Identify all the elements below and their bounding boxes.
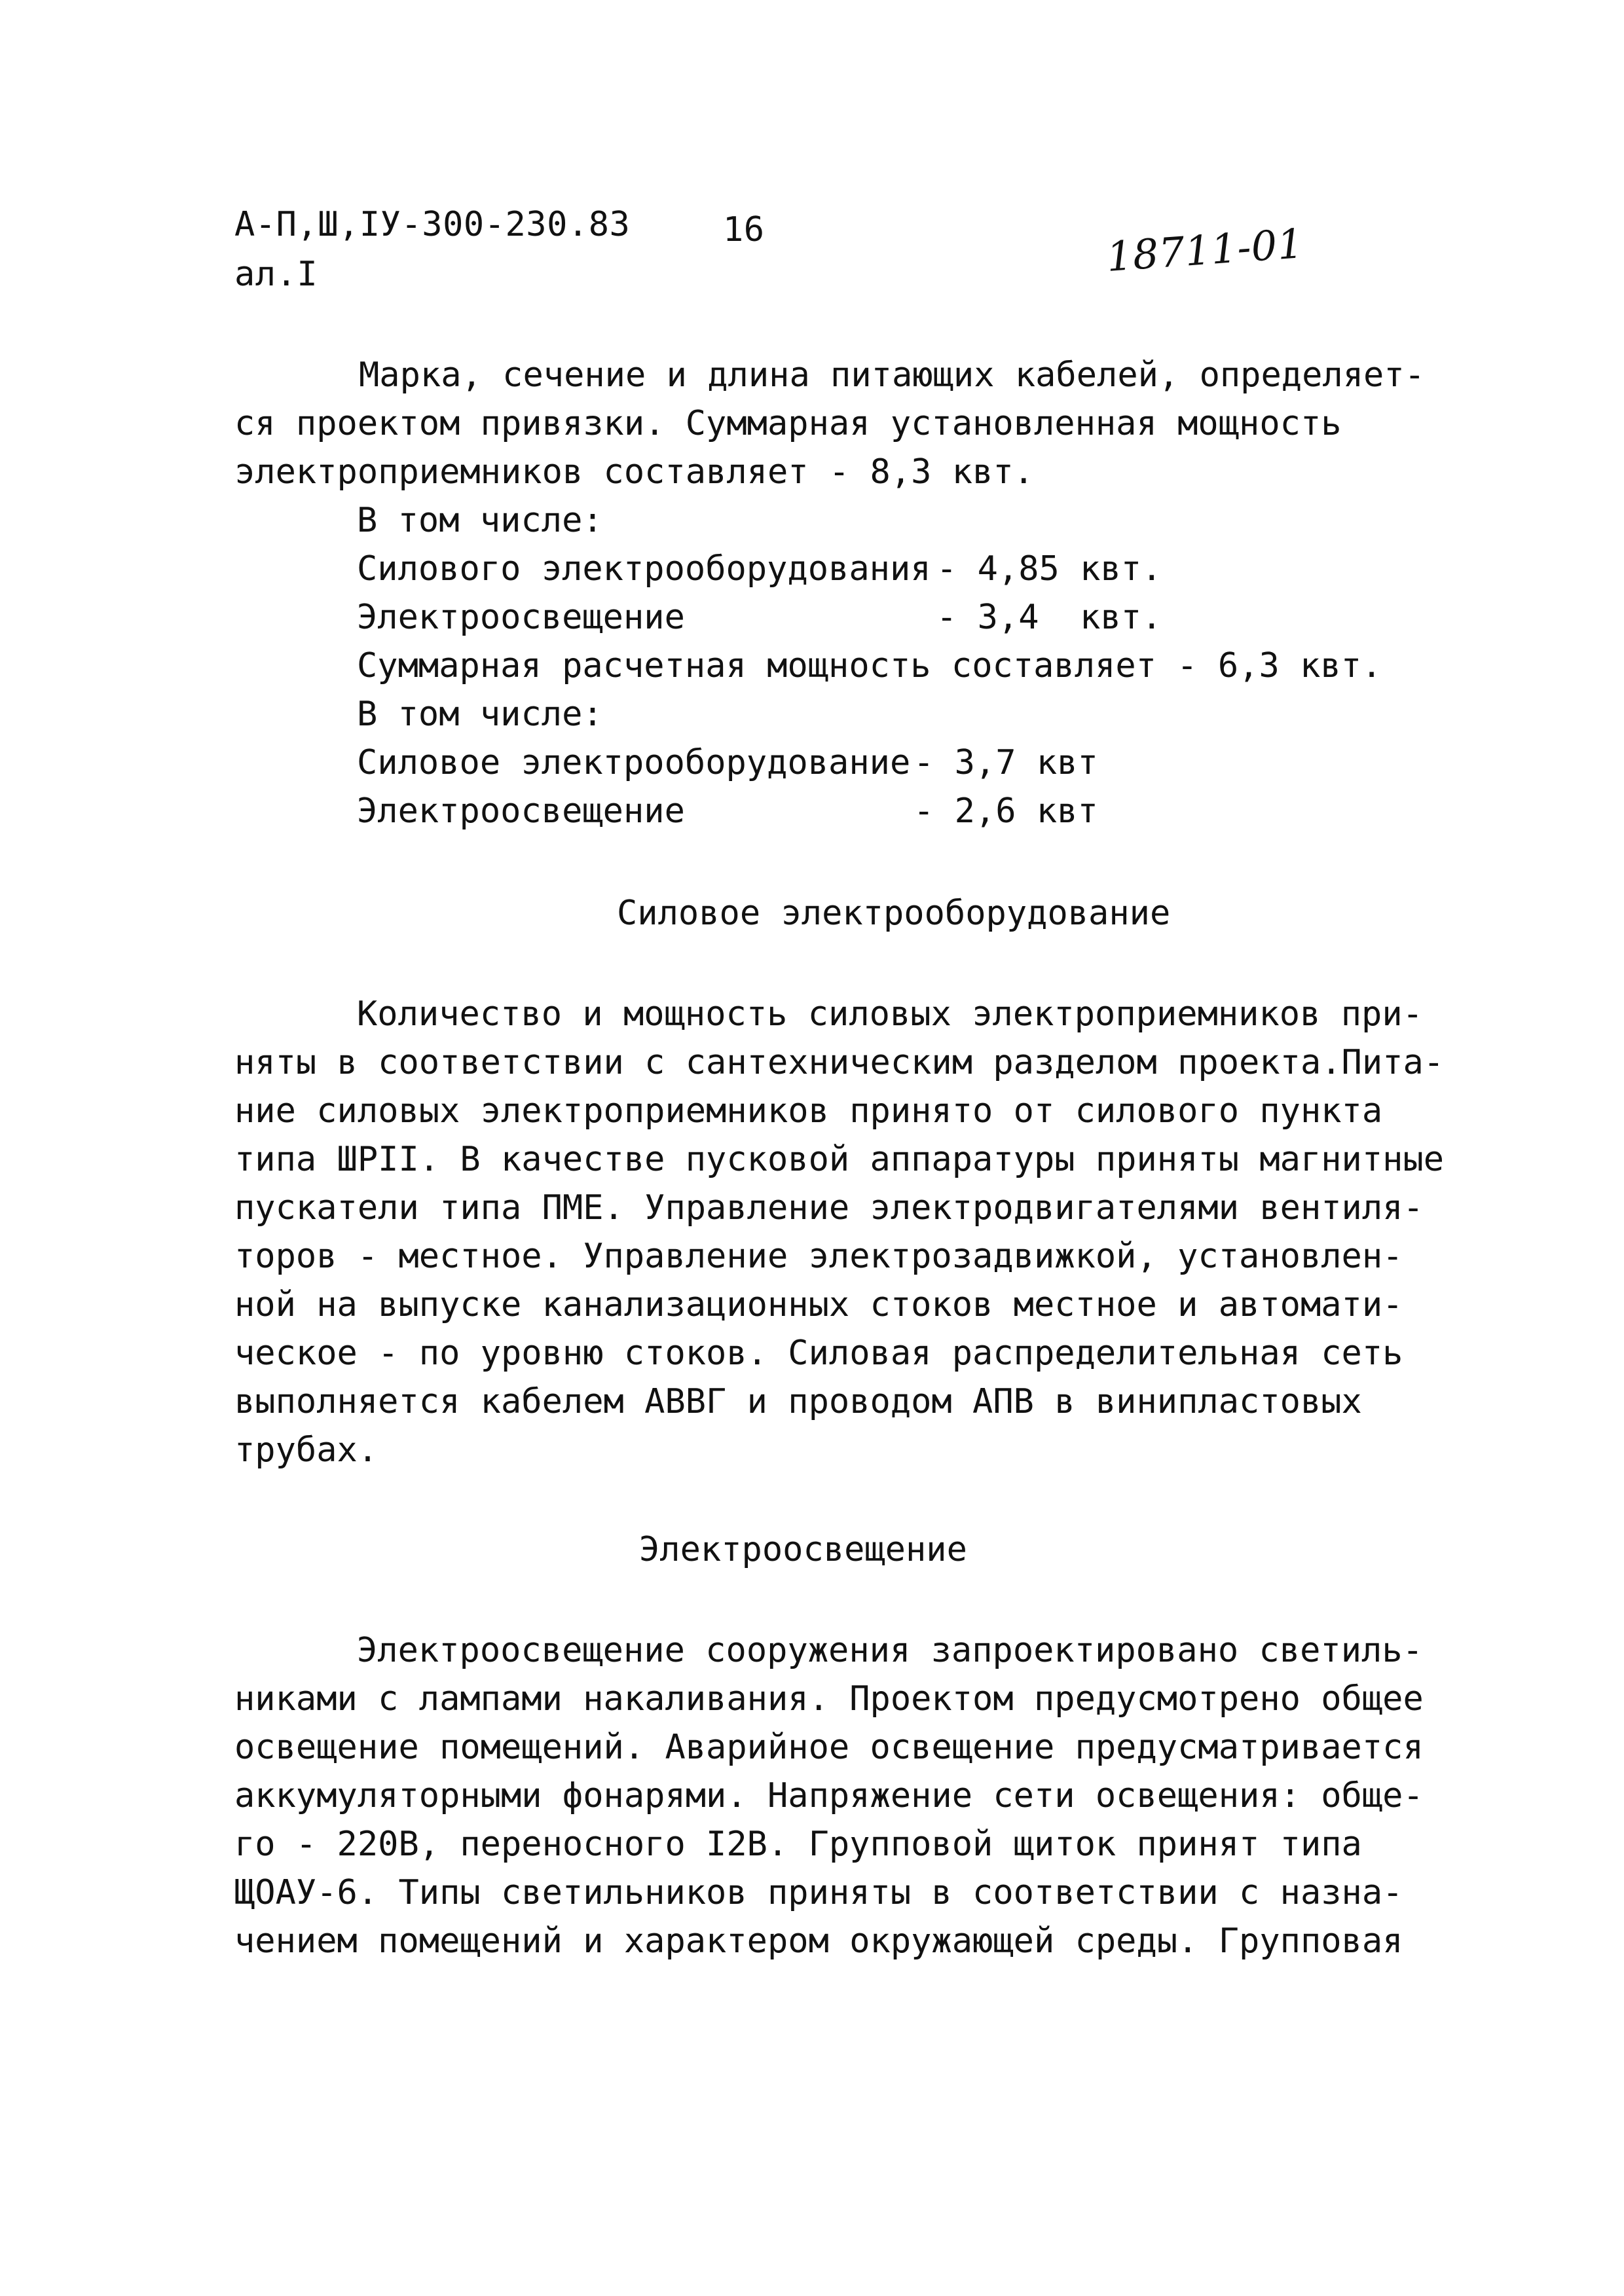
- calculated-including-label: В том числе:: [357, 695, 603, 734]
- section-heading-power: Силовое электрооборудование: [617, 894, 1171, 933]
- page-number: 16: [723, 210, 765, 249]
- power-line-4: типа ШРII. В качестве пусковой аппаратуры приняты магнитные: [234, 1140, 1445, 1179]
- calculated-item-lighting-label: Электроосвещение: [357, 792, 685, 831]
- calculated-item-power-value: - 3,7 квт: [913, 743, 1098, 782]
- lighting-line-4: аккумуляторными фонарями. Напряжение сети освещения: обще-: [234, 1776, 1424, 1815]
- sheet-label: ал.I: [234, 255, 318, 294]
- lighting-line-2: никами с лампами накаливания. Проектом предусмотрено общее: [234, 1679, 1424, 1719]
- installed-item-lighting-label: Электроосвещение: [357, 598, 685, 637]
- power-line-9: выполняется кабелем АВВГ и проводом АПВ в винипластовых: [234, 1382, 1362, 1421]
- intro-line-1: Марка, сечение и длина питающих кабелей, определяет-: [359, 355, 1425, 395]
- power-line-10: трубах.: [234, 1430, 378, 1470]
- document-code: А-П,Ш,IУ-300-230.83: [234, 205, 631, 244]
- lighting-line-3: освещение помещений. Аварийное освещение предусматривается: [234, 1728, 1424, 1767]
- installed-including-label: В том числе:: [357, 501, 603, 540]
- installed-item-power-label: Силового электрооборудования: [357, 549, 931, 589]
- power-line-7: ной на выпуске канализационных стоков местное и автомати-: [234, 1285, 1403, 1324]
- calculated-item-lighting-value: - 2,6 квт: [913, 792, 1098, 831]
- power-line-3: ние силовых электроприемников принято от силового пункта: [234, 1091, 1383, 1131]
- lighting-line-6: ЩОАУ-6. Типы светильников приняты в соответствии с назна-: [234, 1873, 1403, 1912]
- power-line-5: пускатели типа ПМЕ. Управление электродвигателями вентиля-: [234, 1188, 1424, 1228]
- power-line-1: Количество и мощность силовых электроприемников при-: [357, 994, 1423, 1034]
- installed-item-lighting-value: - 3,4 квт.: [936, 598, 1162, 637]
- lighting-line-7: чением помещений и характером окружающей среды. Групповая: [234, 1922, 1403, 1961]
- intro-line-2: ся проектом привязки. Суммарная установленная мощность: [234, 404, 1342, 443]
- lighting-line-5: го - 220В, переносного I2В. Групповой щиток принят типа: [234, 1825, 1362, 1864]
- power-line-8: ческое - по уровню стоков. Силовая распределительная сеть: [234, 1334, 1403, 1373]
- intro-line-3: электроприемников составляет - 8,3 квт.: [234, 452, 1034, 492]
- calculated-item-power-label: Силовое электрооборудование: [357, 743, 911, 782]
- installed-item-power-value: - 4,85 квт.: [936, 549, 1162, 589]
- lighting-line-1: Электроосвещение сооружения запроектировано светиль-: [357, 1631, 1423, 1670]
- calculated-total-line: Суммарная расчетная мощность составляет - 6,3 квт.: [357, 646, 1382, 685]
- power-line-2: няты в соответствии с сантехническим разделом проекта.Пита-: [234, 1043, 1445, 1082]
- section-heading-lighting: Электроосвещение: [639, 1530, 967, 1569]
- power-line-6: торов - местное. Управление электрозадвижкой, установлен-: [234, 1237, 1403, 1276]
- handwritten-inventory-number: 18711-01: [1105, 219, 1305, 281]
